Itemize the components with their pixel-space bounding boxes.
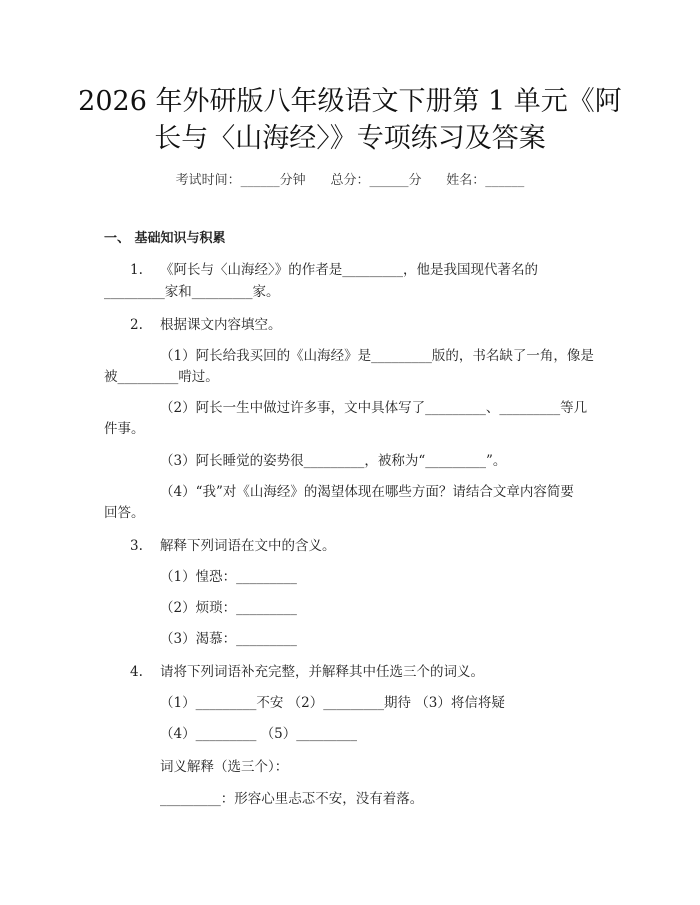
question-4-explanation-title: 词义解释（选三个）：: [160, 759, 289, 775]
question-number: 1.: [130, 262, 143, 278]
question-3-item-2: （2）烦琐：_________: [160, 600, 297, 616]
question-2-part-4-line-1: （4）“我”对《山海经》的渴望体现在哪些方面？请结合文章内容简要: [160, 484, 574, 500]
question-4-text: 请将下列词语补充完整，并解释其中任选三个的词义。: [160, 664, 484, 680]
document-title-line-2: 长与〈山海经〉》专项练习及答案: [154, 123, 546, 154]
question-3-item-3: （3）渴慕：_________: [160, 631, 297, 647]
question-2-part-1-line-1: （1）阿长给我买回的《山海经》是_________版的，书名缺了一角，像是: [160, 348, 594, 364]
question-number: 2.: [130, 317, 143, 333]
total-score-field: 总分：______分: [330, 173, 422, 188]
question-2-text: 根据课文内容填空。: [160, 317, 282, 333]
question-1-line-1: 《阿长与〈山海经〉》的作者是_________，他是我国现代著名的: [160, 262, 538, 278]
section-heading: 一、 基础知识与积累: [104, 231, 226, 246]
question-4-row-1: （1）_________不安 （2）_________期待 （3）将信将疑: [160, 695, 505, 711]
exam-meta-row: [0, 169, 700, 188]
question-2-part-1-line-2: 被_________啃过。: [104, 369, 219, 385]
question-3-text: 解释下列词语在文中的含义。: [160, 538, 336, 554]
exam-time-field: 考试时间：______分钟: [175, 173, 306, 188]
question-number: 3.: [130, 538, 143, 554]
question-2-part-3: （3）阿长睡觉的姿势很_________，被称为“_________”。: [160, 453, 507, 469]
question-3-item-1: （1）惶恐：_________: [160, 569, 297, 585]
document-title-line-1: 2026 年外研版八年级语文下册第 1 单元《阿: [78, 86, 622, 117]
student-name-field: 姓名：______: [446, 173, 525, 188]
question-4-row-2: （4）_________ （5）_________: [160, 726, 357, 742]
question-2-part-2-line-2: 件事。: [104, 421, 145, 437]
question-4-explanation-1: _________：形容心里忐忑不安，没有着落。: [160, 791, 424, 807]
question-number: 4.: [130, 664, 143, 680]
question-2-part-2-line-1: （2）阿长一生中做过许多事，文中具体写了_________、_________等几: [160, 400, 588, 416]
question-1-line-2: _________家和_________家。: [104, 284, 280, 300]
question-2-part-4-line-2: 回答。: [104, 505, 145, 521]
